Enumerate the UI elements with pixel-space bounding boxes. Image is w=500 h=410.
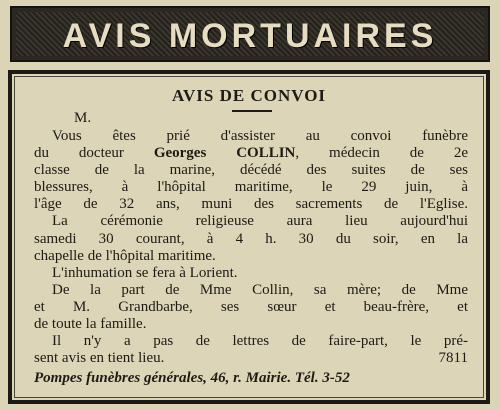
body-line xyxy=(34,145,468,162)
body-line: chapelle de l'hôpital maritime. xyxy=(34,247,216,264)
body-line: De la part de Mme Collin, sa mère; de Mme xyxy=(52,281,468,298)
body-line: La cérémonie religieuse aura lieu aujourd'hui xyxy=(52,213,468,230)
notice-frame xyxy=(8,70,490,404)
body-line: L'inhumation se fera à Lorient. xyxy=(52,264,238,281)
salutation: M. xyxy=(74,110,92,126)
section-title: AVIS MORTUAIRES xyxy=(62,17,438,55)
body-text-segment: sent avis en tient lieu. xyxy=(34,350,165,367)
body-line: et M. Grandbarbe, ses sœur et beau-frère, et xyxy=(34,298,468,315)
body-text-segment: , médecin de 2e xyxy=(295,145,468,162)
body-line: Il n'y a pas de lettres de faire-part, le pré- xyxy=(52,333,468,350)
body-line xyxy=(34,350,468,367)
body-text-segment: du docteur xyxy=(34,145,154,162)
title-rule xyxy=(232,110,272,112)
notice-title: AVIS DE CONVOI xyxy=(171,86,327,105)
header-banner xyxy=(10,6,490,62)
body-line: l'âge de 32 ans, muni des sacrements de l'Eglise. xyxy=(34,196,468,213)
undertaker-footer: Pompes funèbres générales, 46, r. Mairie. Tél. 3-52 xyxy=(34,370,350,386)
body-line: classe de la marine, décédé des suites de ses xyxy=(34,162,468,179)
body-line: samedi 30 courant, à 4 h. 30 du soir, en la xyxy=(34,230,468,247)
notice-body xyxy=(34,128,468,367)
deceased-name: Georges COLLIN xyxy=(153,145,296,162)
body-line: de toute la famille. xyxy=(34,316,147,333)
reference-number: 7811 xyxy=(438,350,468,367)
body-line: Vous êtes prié d'assister au convoi funèbre xyxy=(52,128,468,144)
body-line: blessures, à l'hôpital maritime, le 29 juin, à xyxy=(34,179,468,196)
